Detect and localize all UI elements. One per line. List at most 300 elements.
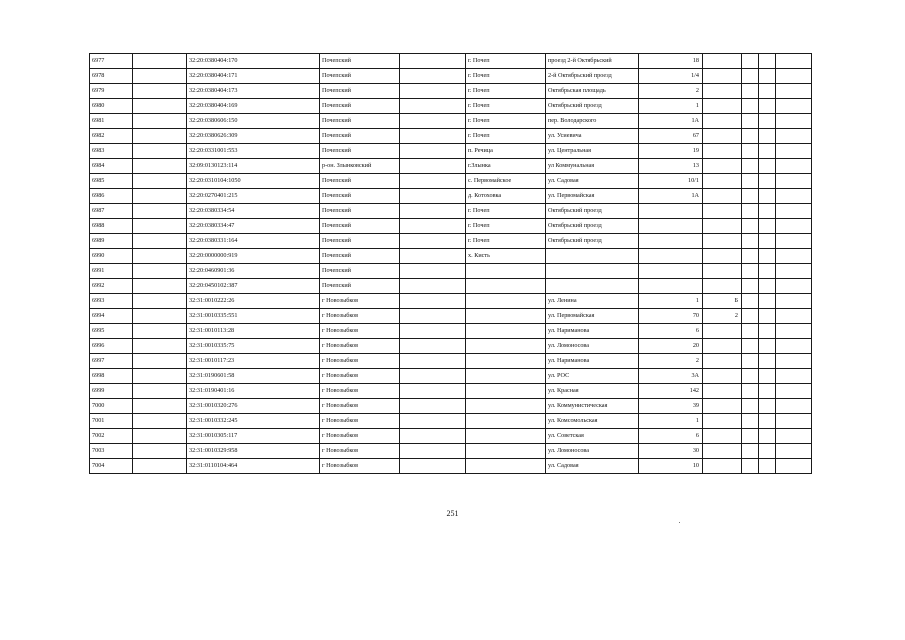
empty-cell [759, 459, 776, 474]
empty-cell [776, 279, 812, 294]
cadastral-number-cell: 32:20:0380404:173 [187, 84, 320, 99]
house-number-cell: 39 [639, 399, 703, 414]
empty-cell [759, 429, 776, 444]
street-cell: ул. Нариманова [546, 324, 639, 339]
empty-cell [400, 414, 466, 429]
empty-cell [133, 54, 187, 69]
table-row [90, 189, 812, 204]
empty-cell [742, 279, 759, 294]
settlement-cell [466, 324, 546, 339]
district-cell: Почепский [320, 279, 400, 294]
empty-cell [742, 369, 759, 384]
empty-cell [776, 399, 812, 414]
district-cell: г Новозыбков [320, 354, 400, 369]
empty-cell [776, 99, 812, 114]
table-row [90, 84, 812, 99]
empty-cell [400, 339, 466, 354]
house-number-cell [639, 279, 703, 294]
empty-cell [742, 384, 759, 399]
empty-cell [133, 309, 187, 324]
empty-cell [776, 309, 812, 324]
building-letter-cell [703, 459, 742, 474]
cadastral-number-cell: 32:31:0190401:16 [187, 384, 320, 399]
empty-cell [759, 114, 776, 129]
empty-cell [759, 159, 776, 174]
empty-cell [133, 84, 187, 99]
house-number-cell: 67 [639, 129, 703, 144]
empty-cell [133, 324, 187, 339]
empty-cell [400, 129, 466, 144]
record-number-cell: 6995 [90, 324, 133, 339]
scan-artifact-dot [679, 522, 680, 523]
table-row [90, 369, 812, 384]
empty-cell [133, 294, 187, 309]
settlement-cell: г. Почеп [466, 114, 546, 129]
empty-cell [776, 444, 812, 459]
street-cell: ул. Комсомольская [546, 414, 639, 429]
record-number-cell: 6993 [90, 294, 133, 309]
cadastral-number-cell: 32:20:0450102:387 [187, 279, 320, 294]
settlement-cell: х. Кисть [466, 249, 546, 264]
table-row [90, 174, 812, 189]
property-register-table [89, 53, 812, 474]
empty-cell [759, 294, 776, 309]
district-cell: Почепский [320, 249, 400, 264]
district-cell: Почепский [320, 204, 400, 219]
street-cell [546, 249, 639, 264]
record-number-cell: 6987 [90, 204, 133, 219]
building-letter-cell [703, 339, 742, 354]
settlement-cell [466, 294, 546, 309]
empty-cell [759, 54, 776, 69]
empty-cell [742, 309, 759, 324]
empty-cell [742, 294, 759, 309]
building-letter-cell [703, 429, 742, 444]
record-number-cell: 6989 [90, 234, 133, 249]
empty-cell [742, 459, 759, 474]
record-number-cell: 6985 [90, 174, 133, 189]
cadastral-number-cell: 32:31:0010113:28 [187, 324, 320, 339]
cadastral-number-cell: 32:20:0380331:164 [187, 234, 320, 249]
table-row [90, 339, 812, 354]
building-letter-cell [703, 369, 742, 384]
empty-cell [759, 339, 776, 354]
settlement-cell [466, 444, 546, 459]
empty-cell [759, 69, 776, 84]
empty-cell [742, 444, 759, 459]
cadastral-number-cell: 32:20:0460901:36 [187, 264, 320, 279]
street-cell: ул. Нариманова [546, 354, 639, 369]
building-letter-cell [703, 249, 742, 264]
district-cell: Почепский [320, 99, 400, 114]
empty-cell [776, 429, 812, 444]
empty-cell [133, 69, 187, 84]
empty-cell [133, 159, 187, 174]
table-row [90, 459, 812, 474]
record-number-cell: 7004 [90, 459, 133, 474]
street-cell: проезд 2-й Октябрьский [546, 54, 639, 69]
empty-cell [133, 444, 187, 459]
empty-cell [776, 219, 812, 234]
empty-cell [133, 264, 187, 279]
record-number-cell: 6981 [90, 114, 133, 129]
table-row [90, 279, 812, 294]
empty-cell [742, 174, 759, 189]
empty-cell [776, 324, 812, 339]
empty-cell [776, 69, 812, 84]
table-row [90, 309, 812, 324]
table-row [90, 384, 812, 399]
empty-cell [759, 249, 776, 264]
house-number-cell: 18 [639, 54, 703, 69]
building-letter-cell [703, 354, 742, 369]
district-cell: г Новозыбков [320, 339, 400, 354]
empty-cell [400, 159, 466, 174]
table-row [90, 69, 812, 84]
empty-cell [400, 354, 466, 369]
cadastral-number-cell: 32:20:0310104:1050 [187, 174, 320, 189]
cadastral-number-cell: 32:31:0010117:23 [187, 354, 320, 369]
record-number-cell: 7003 [90, 444, 133, 459]
empty-cell [400, 234, 466, 249]
empty-cell [776, 294, 812, 309]
empty-cell [759, 234, 776, 249]
empty-cell [133, 249, 187, 264]
empty-cell [133, 354, 187, 369]
building-letter-cell [703, 414, 742, 429]
table-row [90, 159, 812, 174]
district-cell: Почепский [320, 219, 400, 234]
empty-cell [133, 114, 187, 129]
empty-cell [742, 219, 759, 234]
empty-cell [742, 354, 759, 369]
empty-cell [400, 54, 466, 69]
record-number-cell: 6982 [90, 129, 133, 144]
empty-cell [776, 129, 812, 144]
settlement-cell: г. Почеп [466, 129, 546, 144]
empty-cell [400, 219, 466, 234]
cadastral-number-cell: 32:20:0380404:171 [187, 69, 320, 84]
settlement-cell: г. Почеп [466, 54, 546, 69]
record-number-cell: 6990 [90, 249, 133, 264]
street-cell: ул. Усиевича [546, 129, 639, 144]
register-table-body [90, 54, 812, 474]
street-cell: ул. Красная [546, 384, 639, 399]
house-number-cell: 1/4 [639, 69, 703, 84]
record-number-cell: 6998 [90, 369, 133, 384]
street-cell: ул Коммунальная [546, 159, 639, 174]
cadastral-number-cell: 32:31:0010335:75 [187, 339, 320, 354]
empty-cell [759, 129, 776, 144]
settlement-cell [466, 384, 546, 399]
empty-cell [776, 159, 812, 174]
empty-cell [400, 294, 466, 309]
empty-cell [133, 144, 187, 159]
record-number-cell: 7001 [90, 414, 133, 429]
settlement-cell [466, 309, 546, 324]
empty-cell [759, 384, 776, 399]
record-number-cell: 6983 [90, 144, 133, 159]
empty-cell [759, 279, 776, 294]
table-row [90, 414, 812, 429]
empty-cell [776, 339, 812, 354]
cadastral-number-cell: 32:31:0190601:58 [187, 369, 320, 384]
empty-cell [133, 384, 187, 399]
empty-cell [742, 144, 759, 159]
settlement-cell: г. Почеп [466, 219, 546, 234]
settlement-cell [466, 354, 546, 369]
cadastral-number-cell: 32:20:0380606:150 [187, 114, 320, 129]
district-cell: Почепский [320, 84, 400, 99]
record-number-cell: 6978 [90, 69, 133, 84]
record-number-cell: 6999 [90, 384, 133, 399]
empty-cell [742, 54, 759, 69]
settlement-cell [466, 339, 546, 354]
empty-cell [400, 399, 466, 414]
empty-cell [759, 369, 776, 384]
empty-cell [742, 114, 759, 129]
settlement-cell: с. Первомайское [466, 174, 546, 189]
cadastral-number-cell: 32:20:0270401:215 [187, 189, 320, 204]
district-cell: г Новозыбков [320, 369, 400, 384]
district-cell: г Новозыбков [320, 429, 400, 444]
empty-cell [400, 309, 466, 324]
cadastral-number-cell: 32:31:0010329:958 [187, 444, 320, 459]
table-row [90, 129, 812, 144]
empty-cell [133, 459, 187, 474]
building-letter-cell [703, 264, 742, 279]
cadastral-number-cell: 32:31:0010335:551 [187, 309, 320, 324]
district-cell: Почепский [320, 129, 400, 144]
table-row [90, 144, 812, 159]
empty-cell [742, 414, 759, 429]
empty-cell [776, 249, 812, 264]
settlement-cell [466, 369, 546, 384]
district-cell: г Новозыбков [320, 414, 400, 429]
cadastral-number-cell: 32:20:0380334:54 [187, 204, 320, 219]
empty-cell [133, 189, 187, 204]
house-number-cell: 30 [639, 444, 703, 459]
settlement-cell [466, 414, 546, 429]
record-number-cell: 6994 [90, 309, 133, 324]
empty-cell [742, 429, 759, 444]
settlement-cell: г. Почеп [466, 84, 546, 99]
cadastral-number-cell: 32:31:0010222:26 [187, 294, 320, 309]
table-row [90, 234, 812, 249]
settlement-cell: г. Почеп [466, 69, 546, 84]
settlement-cell: г. Почеп [466, 204, 546, 219]
empty-cell [400, 369, 466, 384]
table-row [90, 354, 812, 369]
record-number-cell: 7000 [90, 399, 133, 414]
empty-cell [400, 279, 466, 294]
empty-cell [776, 264, 812, 279]
cadastral-number-cell: 32:20:0000000:919 [187, 249, 320, 264]
building-letter-cell: 2 [703, 309, 742, 324]
table-row [90, 444, 812, 459]
building-letter-cell [703, 69, 742, 84]
street-cell [546, 279, 639, 294]
house-number-cell: 2 [639, 84, 703, 99]
building-letter-cell [703, 384, 742, 399]
settlement-cell [466, 264, 546, 279]
building-letter-cell [703, 279, 742, 294]
house-number-cell: 6 [639, 324, 703, 339]
street-cell: ул. Первомайская [546, 309, 639, 324]
district-cell: г Новозыбков [320, 399, 400, 414]
empty-cell [400, 429, 466, 444]
building-letter-cell [703, 159, 742, 174]
street-cell: Октябрьский проезд [546, 219, 639, 234]
empty-cell [133, 99, 187, 114]
empty-cell [400, 249, 466, 264]
empty-cell [133, 369, 187, 384]
cadastral-number-cell: 32:09:0130123:114 [187, 159, 320, 174]
house-number-cell: 19 [639, 144, 703, 159]
district-cell: Почепский [320, 234, 400, 249]
empty-cell [400, 84, 466, 99]
street-cell: Октябрьский проезд [546, 234, 639, 249]
house-number-cell: 1А [639, 114, 703, 129]
table-row [90, 204, 812, 219]
cadastral-number-cell: 32:20:0380404:170 [187, 54, 320, 69]
street-cell: ул. РОС [546, 369, 639, 384]
cadastral-number-cell: 32:31:0010332:245 [187, 414, 320, 429]
empty-cell [133, 129, 187, 144]
street-cell: ул. Садовая [546, 459, 639, 474]
empty-cell [133, 204, 187, 219]
building-letter-cell [703, 204, 742, 219]
district-cell: Почепский [320, 54, 400, 69]
street-cell: пер. Володарского [546, 114, 639, 129]
cadastral-number-cell: 32:20:0380404:169 [187, 99, 320, 114]
district-cell: Почепский [320, 114, 400, 129]
empty-cell [776, 459, 812, 474]
cadastral-number-cell: 32:20:0380334:47 [187, 219, 320, 234]
cadastral-number-cell: 32:31:0110104:464 [187, 459, 320, 474]
house-number-cell: 1 [639, 99, 703, 114]
empty-cell [776, 414, 812, 429]
building-letter-cell [703, 129, 742, 144]
house-number-cell: 10 [639, 459, 703, 474]
district-cell: г Новозыбков [320, 459, 400, 474]
empty-cell [400, 444, 466, 459]
street-cell: ул. Коммунистическая [546, 399, 639, 414]
empty-cell [400, 264, 466, 279]
empty-cell [759, 204, 776, 219]
empty-cell [759, 99, 776, 114]
district-cell: г Новозыбков [320, 444, 400, 459]
house-number-cell: 13 [639, 159, 703, 174]
district-cell: Почепский [320, 69, 400, 84]
empty-cell [133, 429, 187, 444]
district-cell: Почепский [320, 174, 400, 189]
table-row [90, 99, 812, 114]
settlement-cell: г.Злынка [466, 159, 546, 174]
district-cell: Почепский [320, 264, 400, 279]
empty-cell [759, 174, 776, 189]
empty-cell [133, 339, 187, 354]
empty-cell [759, 264, 776, 279]
house-number-cell: 1А [639, 189, 703, 204]
house-number-cell [639, 219, 703, 234]
street-cell: Октябрьский проезд [546, 99, 639, 114]
house-number-cell: 1 [639, 294, 703, 309]
cadastral-number-cell: 32:31:0010305:117 [187, 429, 320, 444]
empty-cell [400, 144, 466, 159]
empty-cell [776, 144, 812, 159]
district-cell: р-он. Злынковский [320, 159, 400, 174]
street-cell: ул. Ломоносова [546, 444, 639, 459]
empty-cell [742, 399, 759, 414]
empty-cell [776, 114, 812, 129]
district-cell: г Новозыбков [320, 309, 400, 324]
empty-cell [742, 249, 759, 264]
empty-cell [133, 234, 187, 249]
table-row [90, 264, 812, 279]
record-number-cell: 6979 [90, 84, 133, 99]
cadastral-number-cell: 32:20:0380626:309 [187, 129, 320, 144]
settlement-cell: г. Почеп [466, 99, 546, 114]
settlement-cell: г. Почеп [466, 234, 546, 249]
empty-cell [759, 324, 776, 339]
empty-cell [759, 189, 776, 204]
empty-cell [776, 189, 812, 204]
house-number-cell: 142 [639, 384, 703, 399]
empty-cell [776, 354, 812, 369]
street-cell: Октябрьский проезд [546, 204, 639, 219]
empty-cell [133, 399, 187, 414]
building-letter-cell [703, 324, 742, 339]
empty-cell [400, 99, 466, 114]
record-number-cell: 6977 [90, 54, 133, 69]
empty-cell [400, 459, 466, 474]
table-row [90, 399, 812, 414]
empty-cell [776, 204, 812, 219]
building-letter-cell [703, 399, 742, 414]
empty-cell [776, 369, 812, 384]
empty-cell [776, 174, 812, 189]
record-number-cell: 6991 [90, 264, 133, 279]
empty-cell [133, 279, 187, 294]
street-cell: ул. Ленина [546, 294, 639, 309]
house-number-cell: 3А [639, 369, 703, 384]
district-cell: Почепский [320, 144, 400, 159]
empty-cell [759, 84, 776, 99]
settlement-cell [466, 459, 546, 474]
settlement-cell [466, 399, 546, 414]
empty-cell [400, 324, 466, 339]
empty-cell [759, 444, 776, 459]
empty-cell [400, 204, 466, 219]
empty-cell [776, 54, 812, 69]
settlement-cell [466, 429, 546, 444]
record-number-cell: 6980 [90, 99, 133, 114]
empty-cell [742, 324, 759, 339]
empty-cell [759, 414, 776, 429]
district-cell: Почепский [320, 189, 400, 204]
empty-cell [742, 189, 759, 204]
house-number-cell: 70 [639, 309, 703, 324]
house-number-cell [639, 204, 703, 219]
building-letter-cell [703, 84, 742, 99]
building-letter-cell [703, 219, 742, 234]
empty-cell [133, 219, 187, 234]
street-cell: ул. Первомайская [546, 189, 639, 204]
empty-cell [759, 309, 776, 324]
district-cell: г Новозыбков [320, 324, 400, 339]
building-letter-cell [703, 234, 742, 249]
